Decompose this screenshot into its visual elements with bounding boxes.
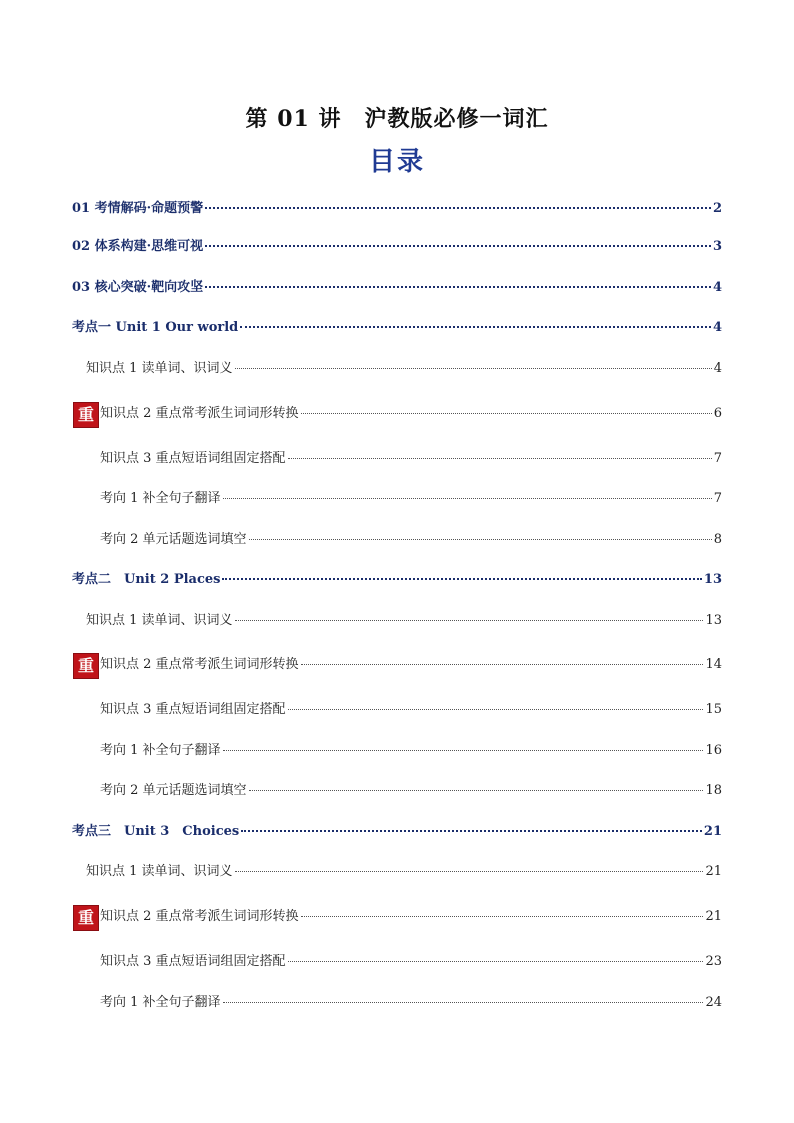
dot-leader: [288, 960, 704, 962]
toc-entry[interactable]: [100, 532, 722, 548]
toc-entry-label: 考点三 Unit 3 Choices: [72, 824, 240, 839]
key-point-badge-icon: 重: [73, 402, 99, 428]
toc-entry-label: 考点二 Unit 2 Places: [72, 572, 221, 587]
toc-entry[interactable]: [86, 613, 722, 629]
toc-entry-label: 考向 1 补全句子翻译: [100, 491, 221, 506]
toc-entry-page: 15: [705, 702, 722, 717]
dot-leader: [205, 244, 711, 247]
toc-entry-page: 3: [712, 239, 722, 254]
dot-leader: [249, 789, 704, 791]
toc-entry-label: 考向 2 单元话题选词填空: [100, 783, 247, 798]
toc-entry-label: 02 体系构建·思维可视: [72, 239, 204, 254]
toc-entry-page: 21: [705, 864, 722, 879]
dot-leader: [223, 749, 704, 751]
toc-entry[interactable]: [72, 280, 722, 296]
toc-entry-label: 考向 2 单元话题选词填空: [100, 532, 247, 547]
toc-entry[interactable]: [72, 201, 722, 217]
toc-entry-page: 4: [712, 280, 722, 295]
dot-leader: [288, 708, 704, 710]
toc-entry-label: 知识点 3 重点短语词组固定搭配: [100, 702, 286, 717]
toc-entry-label: 01 考情解码·命题预警: [72, 201, 204, 216]
toc-entry[interactable]: [86, 864, 722, 880]
key-point-badge-icon: 重: [73, 653, 99, 679]
dot-leader: [301, 915, 704, 917]
page-title: 第 01 讲 沪教版必修一词汇: [245, 106, 549, 132]
toc-entry[interactable]: [100, 491, 722, 507]
toc-entry-label: 知识点 2 重点常考派生词词形转换: [100, 657, 299, 672]
dot-leader: [288, 457, 712, 459]
toc-entry-page: 13: [705, 613, 722, 628]
toc-entry-page: 8: [713, 532, 722, 547]
toc-entry-label: 知识点 3 重点短语词组固定搭配: [100, 451, 286, 466]
toc-entry-label: 知识点 3 重点短语词组固定搭配: [100, 954, 286, 969]
toc-entry[interactable]: [72, 239, 722, 255]
toc-entry-label: 知识点 2 重点常考派生词词形转换: [100, 909, 299, 924]
toc-entry[interactable]: [72, 320, 722, 336]
toc-entry-page: 14: [705, 657, 722, 672]
toc-entry-page: 13: [703, 572, 722, 587]
toc-entry-page: 7: [713, 451, 722, 466]
toc-entry[interactable]: [100, 451, 722, 467]
toc-entry-label: 知识点 1 读单词、识词义: [86, 361, 233, 376]
toc-entry-page: 21: [703, 824, 722, 839]
toc-entry[interactable]: [100, 954, 722, 970]
dot-leader: [301, 663, 704, 665]
toc-entry-page: 4: [713, 361, 722, 376]
toc-entry[interactable]: [100, 783, 722, 799]
dot-leader: [235, 367, 712, 369]
toc-entry-page: 21: [705, 909, 722, 924]
toc-entry-page: 23: [705, 954, 722, 969]
toc-entry-page: 18: [705, 783, 722, 798]
dot-leader: [249, 538, 712, 540]
toc-entry-page: 24: [705, 995, 722, 1010]
dot-leader: [301, 412, 712, 414]
dot-leader: [241, 829, 702, 832]
toc-entry[interactable]: [100, 909, 722, 925]
dot-leader: [222, 577, 701, 580]
toc-entry-label: 知识点 1 读单词、识词义: [86, 613, 233, 628]
toc-entry-label: 考向 1 补全句子翻译: [100, 995, 221, 1010]
toc-entry-page: 7: [713, 491, 722, 506]
toc-entry-label: 03 核心突破·靶向攻坚: [72, 280, 204, 295]
dot-leader: [235, 870, 704, 872]
toc-entry[interactable]: [100, 995, 722, 1011]
toc-heading: 目录: [368, 147, 425, 177]
toc-entry[interactable]: [86, 361, 722, 377]
toc-entry-page: 2: [712, 201, 722, 216]
dot-leader: [240, 325, 711, 328]
toc-entry[interactable]: [100, 743, 722, 759]
toc-entry[interactable]: [72, 824, 722, 840]
toc-entry[interactable]: [100, 406, 722, 422]
dot-leader: [223, 1001, 704, 1003]
dot-leader: [223, 497, 712, 499]
toc-entry-page: 6: [713, 406, 722, 421]
dot-leader: [205, 206, 711, 209]
key-point-badge-icon: 重: [73, 905, 99, 931]
toc-entry[interactable]: [100, 702, 722, 718]
toc-entry-page: 4: [712, 320, 722, 335]
dot-leader: [205, 285, 711, 288]
toc-entry-page: 16: [705, 743, 722, 758]
toc-entry[interactable]: [100, 657, 722, 673]
toc-entry-label: 考点一 Unit 1 Our world: [72, 320, 239, 335]
toc-entry-label: 知识点 1 读单词、识词义: [86, 864, 233, 879]
toc-entry[interactable]: [72, 572, 722, 588]
dot-leader: [235, 619, 704, 621]
toc-entry-label: 知识点 2 重点常考派生词词形转换: [100, 406, 299, 421]
toc-entry-label: 考向 1 补全句子翻译: [100, 743, 221, 758]
